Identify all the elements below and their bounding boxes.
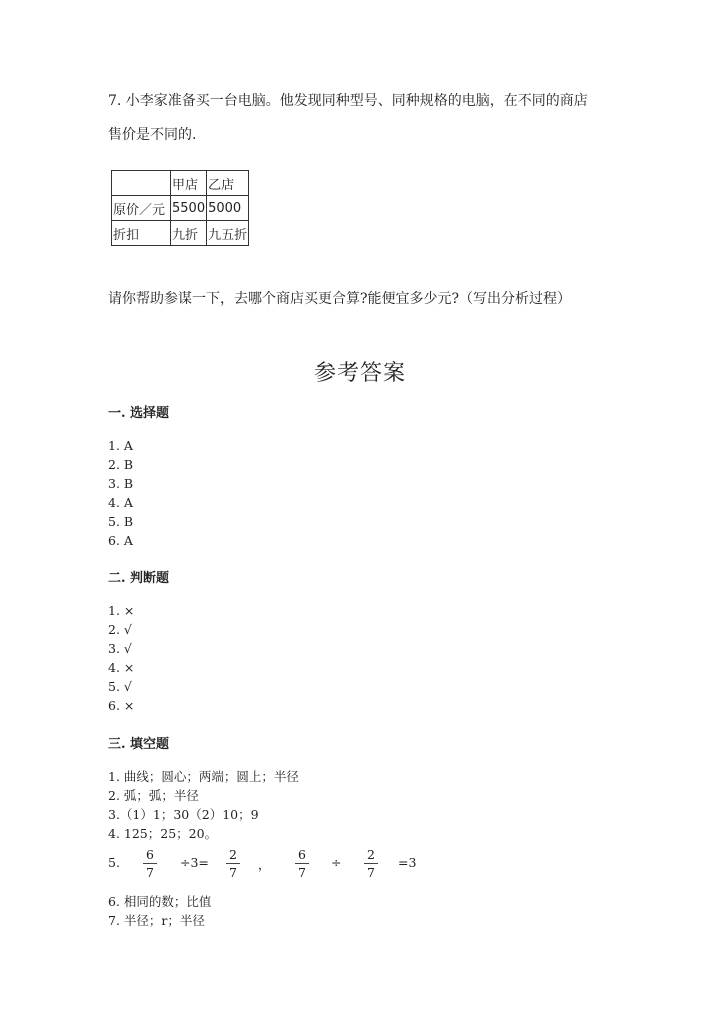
list-item: 2. B [108, 457, 134, 472]
list-item: 2. √ [108, 622, 132, 637]
table-row [112, 221, 249, 246]
question-line-1: 7. 小李家准备买一台电脑。他发现同种型号、同种规格的电脑，在不同的商店 [108, 93, 588, 109]
section-heading-fill: 三. 填空题 [108, 737, 170, 752]
list-item: 1. × [108, 603, 135, 618]
question-line-2: 售价是不同的. [108, 127, 197, 143]
answer-list-fill [108, 767, 299, 843]
list-item: 4. 125；25；20。 [108, 826, 218, 841]
item5-divide-1: ÷3= [180, 855, 209, 870]
section-heading-choice: 一. 选择题 [108, 406, 170, 421]
fraction: 2 7 [224, 847, 242, 880]
table-cell: 5000 [207, 196, 249, 221]
answer-list-tail [108, 892, 211, 930]
list-item: 1. A [108, 438, 133, 453]
table-cell: 九五折 [207, 221, 249, 246]
answer-list-choice [108, 436, 133, 550]
table-cell: 九折 [171, 221, 207, 246]
fraction: 6 7 [293, 847, 311, 880]
item5-comma: ， [258, 857, 271, 872]
list-item: 4. A [108, 495, 133, 510]
list-item: 6. × [108, 698, 135, 713]
list-item: 5. B [108, 514, 134, 529]
list-item: 3.（1）1；30（2）10；9 [108, 807, 259, 822]
list-item: 3. √ [108, 641, 132, 656]
table-row [112, 196, 249, 221]
fraction: 2 7 [362, 847, 380, 880]
section-heading-judge: 二. 判断题 [108, 571, 170, 586]
table-cell: 乙店 [207, 171, 249, 196]
item5-label: 5. [108, 855, 120, 870]
table-cell: 5500 [171, 196, 207, 221]
table-cell: 折扣 [112, 221, 171, 246]
item5-divide-2: ÷ [331, 855, 342, 870]
answers-title: 参考答案 [313, 361, 406, 386]
list-item: 7. 半径；r；半径 [108, 913, 205, 928]
list-item: 5. √ [108, 679, 132, 694]
list-item: 2. 弧；弧；半径 [108, 788, 199, 803]
list-item: 1. 曲线；圆心；两端；圆上；半径 [108, 769, 299, 784]
table-row [112, 171, 249, 196]
list-item: 3. B [108, 476, 134, 491]
question-prompt: 请你帮助参谋一下，去哪个商店买更合算?能便宜多少元?（写出分析过程） [108, 291, 572, 307]
answer-list-judge [108, 601, 134, 715]
list-item: 6. A [108, 533, 133, 548]
item5-result: =3 [398, 855, 417, 870]
table-cell [112, 171, 171, 196]
price-table [111, 170, 249, 246]
table-cell: 甲店 [171, 171, 207, 196]
table-cell: 原价／元 [112, 196, 171, 221]
list-item: 6. 相同的数；比值 [108, 894, 212, 909]
fraction: 6 7 [141, 847, 159, 880]
list-item: 4. × [108, 660, 135, 675]
